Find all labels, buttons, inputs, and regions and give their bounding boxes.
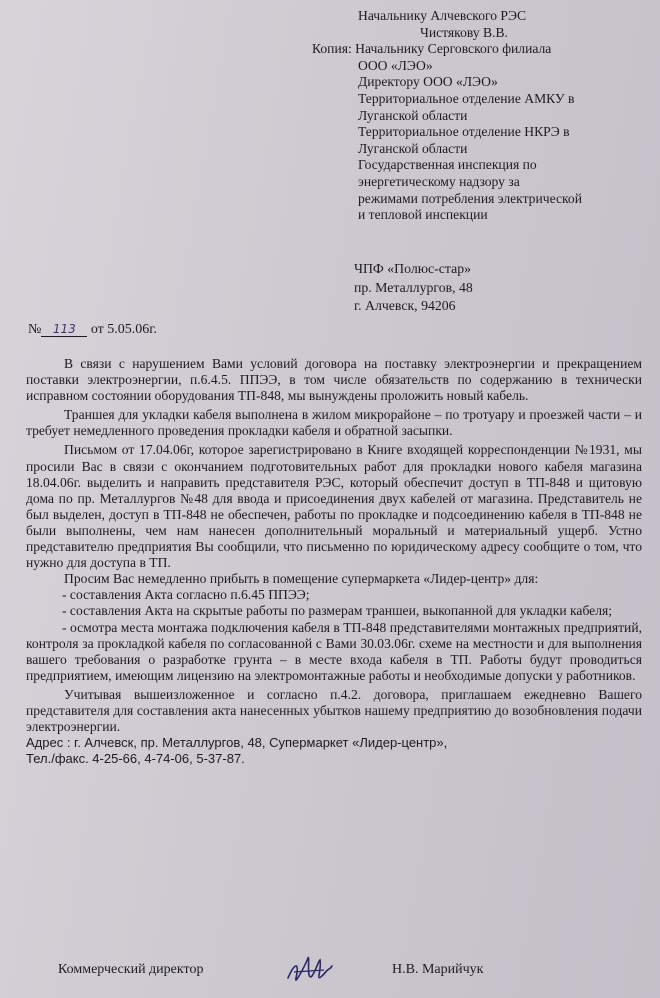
addressee-line: Луганской области [358, 140, 468, 156]
list-item: - осмотра места монтажа подключения кабеля в ТП-848 представителями монтажных предприятий, контроля за прокладкой кабеля по согласованной с Вами 30.03.06г. схеме на местности и для выполнения вашего требования о разработке грунта – в месте входа кабеля в ТП. Работы будут проводиться предприятием, имеющим лицензию на электромонтажные работы и необходимые допуски у работников. [26, 619, 642, 683]
body-paragraph: Письмом от 17.04.06г, которое зарегистрировано в Книге входящей корреспонденции №1931, мы просили Вас в связи с окончанием подготовительных работ для прокладки нового кабеля магазина 18.04.06г. выделить и направить представителя РЭС, который обеспечит доступ в ТП-848 и щитовую дома по пр. Металлургов №48 для ввода и присоединения двух кабелей от магазина. Представитель не был выделен, доступ в ТП-848 не обеспечен, работы по прокладке и подсоединению кабеля в ТП-848 не были выполнены, чем нам нанесен дополнительный моральный и материальный ущерб. Устно представителю предприятия Вы сообщили, что письменно по юридическому адресу сообщите о том, что нужно для доступа в ТП. [26, 442, 642, 571]
contact-address: Адрес : г. Алчевск, пр. Металлургов, 48, Супермаркет «Лидер-центр», [26, 735, 448, 751]
signature-title: Коммерческий директор [58, 962, 204, 977]
body-paragraph: Учитывая вышеизложенное и согласно п.4.2. договора, приглашаем ежедневно Вашего представителя для составления акта нанесенных убытков нашему предприятию до возобновления подачи электроэнергии. [26, 686, 642, 735]
signature-name: Н.В. Марийчук [392, 962, 484, 977]
reference-prefix: № [28, 322, 42, 337]
body-paragraph: Просим Вас немедленно прибыть в помещение супермаркета «Лидер-центр» для: [64, 571, 539, 587]
addressee-line: энергетическому надзору за [358, 173, 520, 189]
addressee-line: ООО «ЛЭО» [358, 57, 433, 73]
addressee-line: Директору ООО «ЛЭО» [358, 74, 498, 90]
contact-phone: Тел./факс. 4-25-66, 4-74-06, 5-37-87. [26, 751, 245, 767]
addressee-line: Чистякову В.В. [420, 24, 508, 40]
addressee-block [312, 8, 658, 224]
addressee-line: и тепловой инспекции [358, 207, 488, 223]
addressee-line: Луганской области [358, 107, 468, 123]
reference-date: от 5.05.06г. [90, 322, 157, 337]
body-paragraph: В связи с нарушением Вами условий договора на поставку электроэнергии и прекращением поставки электроэнергии, п.6.4.5. ППЭЭ, в том числе обязательств по содержанию в технически исправном состоянии оборудования ТП-848, мы вынуждены проложить новый кабель. [26, 356, 642, 404]
list-item: - составления Акта согласно п.6.45 ППЭЭ; [62, 587, 310, 603]
sender-line: ЧПФ «Полюс-стар» [354, 261, 472, 276]
addressee-line: Государственная инспекция по [358, 157, 537, 173]
addressee-line: Копия: Начальнику Серговского филиала [312, 41, 552, 57]
reference-number-value: 113 [41, 322, 87, 337]
addressee-line: режимами потребления электрической [358, 190, 582, 206]
letter-body [26, 356, 642, 767]
body-paragraph: Траншея для укладки кабеля выполнена в жилом микрорайоне – по тротуару и проезжей части – и требует немедленного проведения прокладки кабеля и обратной засыпки. [26, 407, 642, 439]
addressee-line: Начальнику Алчевского РЭС [358, 8, 527, 23]
sender-line: пр. Металлургов, 48 [354, 279, 473, 295]
addressee-line: Территориальное отделение АМКУ в [358, 90, 575, 106]
sender-block [354, 260, 473, 316]
sender-line: г. Алчевск, 94206 [354, 298, 456, 314]
list-item: - составления Акта на скрытые работы по размерам траншеи, выкопанной для укладки кабеля; [62, 603, 613, 619]
handwritten-signature-icon [284, 948, 336, 992]
reference-number [28, 322, 157, 338]
addressee-line: Территориальное отделение НКРЭ в [358, 124, 570, 140]
